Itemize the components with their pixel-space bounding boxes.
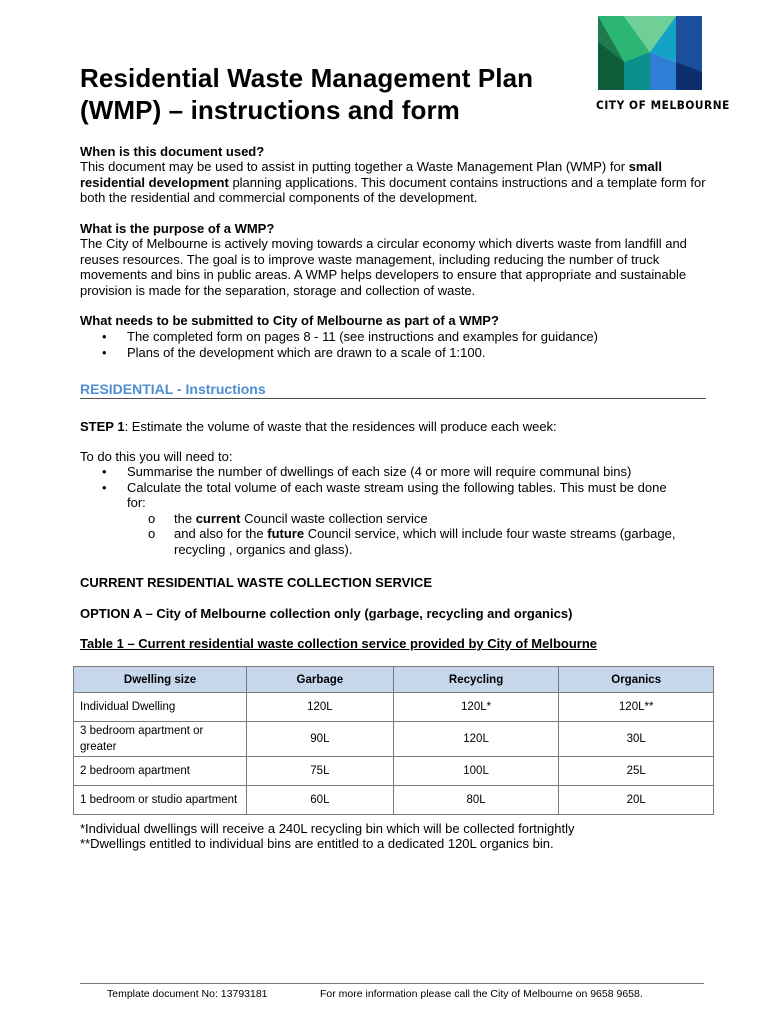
table-cell: 3 bedroom apartment or greater <box>74 722 247 757</box>
table-cell: 80L <box>393 786 559 815</box>
footer-contact: For more information please call the City of Melbourne on 9658 9658. <box>320 988 643 1000</box>
todo-intro: To do this you will need to: <box>80 449 233 464</box>
q2-text: The City of Melbourne is actively moving towards a circular economy which diverts waste from landfill and reuses resources. The goal is to improve waste management, including reducing the number of truck movements and bins in public areas. A WMP helps developers to ensure that appropriate and sustainable provision is made for the separation, storage and collection of waste. <box>80 236 687 298</box>
table-row <box>74 693 714 722</box>
list-item: • The completed form on pages 8 - 11 (see instructions and examples for guidance) <box>102 329 598 344</box>
list-item: • Summarise the number of dwellings of each size (4 or more will require communal bins) <box>102 464 632 479</box>
list-item: • Calculate the total volume of each waste stream using the following tables. This must be done for: o the current Council waste collection service o and also for the future Council service, which will include four waste streams (garbage, recycling , organics and glass). <box>80 480 700 558</box>
q1-heading: When is this document used? <box>80 144 265 159</box>
current-service-heading: CURRENT RESIDENTIAL WASTE COLLECTION SERVICE <box>80 575 432 590</box>
note-organics: **Dwellings entitled to individual bins are entitled to a dedicated 120L organics bin. <box>80 836 554 851</box>
option-a-heading: OPTION A – City of Melbourne collection only (garbage, recycling and organics) <box>80 606 573 621</box>
q2-heading: What is the purpose of a WMP? <box>80 221 275 236</box>
table-cell: 120L* <box>393 693 559 722</box>
table-cell: 25L <box>559 757 714 786</box>
footer-divider <box>80 983 704 984</box>
column-header: Organics <box>559 667 714 693</box>
column-header: Dwelling size <box>74 667 247 693</box>
sub-list-item: o the current Council waste collection service <box>148 510 428 526</box>
section-heading: RESIDENTIAL - Instructions <box>80 381 266 397</box>
waste-table <box>73 666 714 815</box>
note-recycling: *Individual dwellings will receive a 240L recycling bin which will be collected fortnightly <box>80 821 575 836</box>
submission-list <box>80 329 700 360</box>
table-row <box>74 757 714 786</box>
page-title: Residential Waste Management Plan (WMP) – instructions and form <box>80 63 534 125</box>
footer-document-number: Template document No: 13793181 <box>107 988 268 1000</box>
section-divider <box>80 398 706 399</box>
column-header: Recycling <box>393 667 559 693</box>
todo-list <box>80 464 700 557</box>
logo-text: CITY OF MELBOURNE <box>596 98 730 112</box>
todo-sublist <box>127 511 680 558</box>
table-cell: 20L <box>559 786 714 815</box>
table-header-row <box>74 667 714 693</box>
table-cell: 75L <box>247 757 394 786</box>
q1-text: This document may be used to assist in putting together a Waste Management Plan (WMP) for small residential development planning applications. This document contains instructions and a template form for both the residential and commercial components of the development. <box>80 159 706 205</box>
table-cell: 100L <box>393 757 559 786</box>
table-cell: 30L <box>559 722 714 757</box>
table-cell: 120L** <box>559 693 714 722</box>
list-item: • Plans of the development which are drawn to a scale of 1:100. <box>102 344 486 360</box>
sub-list-item: o and also for the future Council service, which will include four waste streams (garbage, recycling , organics and glass). <box>148 526 676 557</box>
table-row <box>74 722 714 757</box>
table-cell: 2 bedroom apartment <box>74 757 247 786</box>
table-cell: 120L <box>247 693 394 722</box>
column-header: Garbage <box>247 667 394 693</box>
table-cell: 120L <box>393 722 559 757</box>
table-row <box>74 786 714 815</box>
table-caption: Table 1 – Current residential waste collection service provided by City of Melbourne <box>80 636 598 651</box>
table-cell: Individual Dwelling <box>74 693 247 722</box>
table-cell: 60L <box>247 786 394 815</box>
q3-heading: What needs to be submitted to City of Melbourne as part of a WMP? <box>80 313 499 328</box>
table-cell: 1 bedroom or studio apartment <box>74 786 247 815</box>
table-cell: 90L <box>247 722 394 757</box>
step1: STEP 1: Estimate the volume of waste that the residences will produce each week: <box>80 419 557 434</box>
